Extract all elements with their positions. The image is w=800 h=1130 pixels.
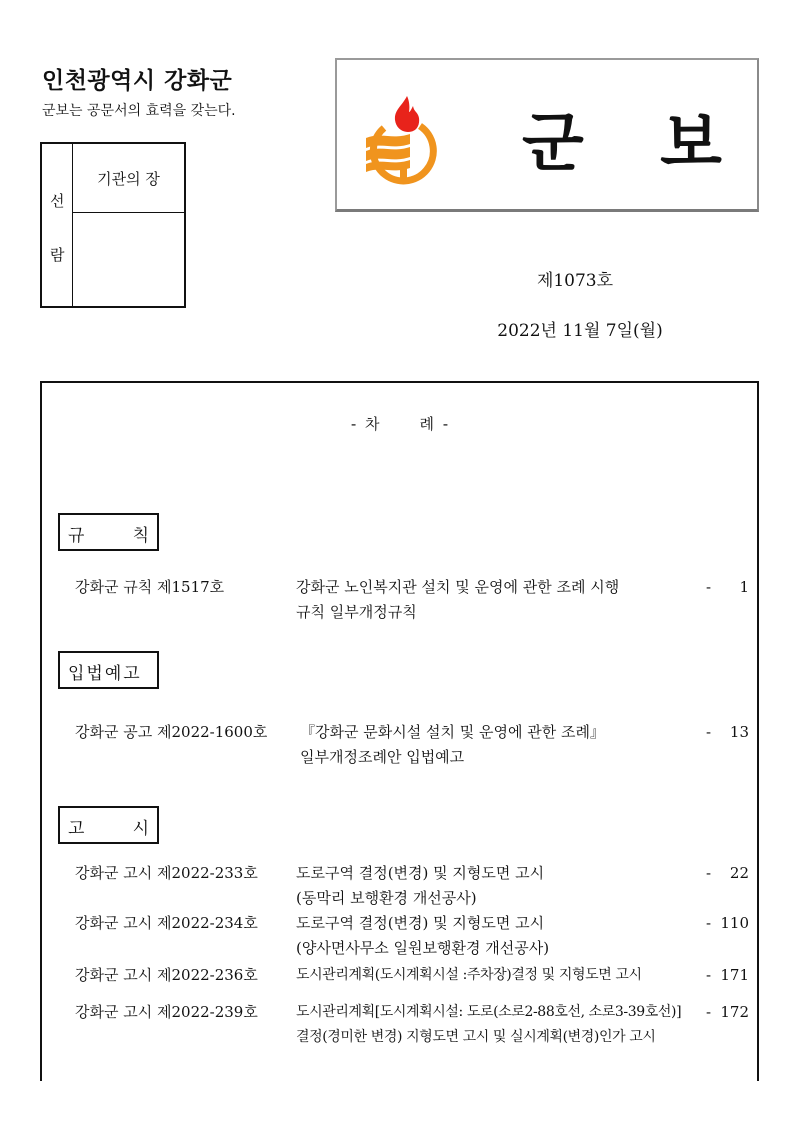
entry-title-line-1: 도로구역 결정(변경) 및 지형도면 고시 <box>296 864 545 882</box>
section-label-char: 시 <box>132 819 149 839</box>
approval-side-char-2: 람 <box>50 246 65 264</box>
entry-page-number: 172 <box>720 1003 749 1021</box>
entry-reference: 강화군 고시 제2022-239호 <box>75 1003 258 1021</box>
entry-reference: 강화군 규칙 제1517호 <box>75 578 225 596</box>
approval-head-label: 기관의 장 <box>73 144 184 213</box>
issue-date: 2022년 11월 7일(월) <box>497 321 663 341</box>
entry-page-number: 171 <box>720 966 749 984</box>
entry-title-line-2: 결정(경미한 변경) 지형도면 고시 및 실시계획(변경)인가 고시 <box>296 1029 656 1045</box>
masthead-title-char-2: 보 <box>660 107 722 181</box>
entry-title[interactable] <box>296 911 706 961</box>
entry-title-line-1: 도로구역 결정(변경) 및 지형도면 고시 <box>296 914 545 932</box>
publisher-name: 인천광역시 강화군 <box>42 68 233 94</box>
section-label-char: 고 <box>68 819 85 839</box>
entry-leader-dash: - <box>706 578 712 596</box>
section-label-char: 칙 <box>132 526 149 546</box>
entry-title-line-1: 도시관리계획(도시계획시설 :주차장)결정 및 지형도면 고시 <box>296 967 642 983</box>
masthead-title <box>522 92 722 184</box>
approval-signature-cell <box>73 213 184 306</box>
entry-page-number: 110 <box>720 914 749 932</box>
entry-title-line-1: 『강화군 문화시설 설치 및 운영에 관한 조례』 <box>300 723 605 741</box>
entry-title-line-2: (양사면사무소 일원보행환경 개선공사) <box>296 939 550 957</box>
approval-side-char-1: 선 <box>50 192 65 210</box>
entry-page-number: 22 <box>729 864 749 882</box>
gangwha-county-emblem-icon <box>362 88 452 188</box>
entry-leader-dash: - <box>706 1003 712 1021</box>
section-label-text: 입법예고 <box>68 664 142 684</box>
entry-leader-dash: - <box>706 914 712 932</box>
section-label-rules <box>58 513 159 551</box>
toc-title-right: 례 - <box>419 415 449 433</box>
section-label-public-notice <box>58 806 159 844</box>
entry-title-line-2: 규칙 일부개정규칙 <box>296 603 417 621</box>
entry-title-line-2: (동막리 보행환경 개선공사) <box>296 889 477 907</box>
entry-title-line-1: 강화군 노인복지관 설치 및 운영에 관한 조례 시행 <box>296 578 620 596</box>
table-of-contents <box>40 381 759 1081</box>
entry-title[interactable] <box>300 720 710 770</box>
entry-title[interactable] <box>296 963 706 988</box>
entry-leader-dash: - <box>706 966 712 984</box>
entry-leader-dash: - <box>706 864 712 882</box>
entry-title-line-1: 도시관리계획[도시계획시설: 도로(소로2-88호선, 소로3-39호선)] <box>296 1004 682 1020</box>
masthead <box>335 58 759 212</box>
section-label-char: 규 <box>68 526 85 546</box>
entry-reference: 강화군 공고 제2022-1600호 <box>75 723 268 741</box>
entry-reference: 강화군 고시 제2022-234호 <box>75 914 258 932</box>
issue-number: 제1073호 <box>536 271 614 291</box>
toc-title-left: - 차 <box>350 415 380 433</box>
entry-title[interactable] <box>296 1000 706 1050</box>
masthead-title-char-1: 군 <box>522 107 584 181</box>
toc-title <box>42 413 757 434</box>
entry-page-number: 13 <box>729 723 749 741</box>
publisher-subtitle: 군보는 공문서의 효력을 갖는다. <box>42 103 236 119</box>
entry-title[interactable] <box>296 861 706 911</box>
entry-page-number: 1 <box>739 578 749 596</box>
entry-title-line-2: 일부개정조례안 입법예고 <box>300 748 465 766</box>
entry-reference: 강화군 고시 제2022-233호 <box>75 864 258 882</box>
entry-reference: 강화군 고시 제2022-236호 <box>75 966 258 984</box>
section-label-legislative-notice <box>58 651 159 689</box>
entry-leader-dash: - <box>706 723 712 741</box>
entry-title[interactable] <box>296 575 706 625</box>
